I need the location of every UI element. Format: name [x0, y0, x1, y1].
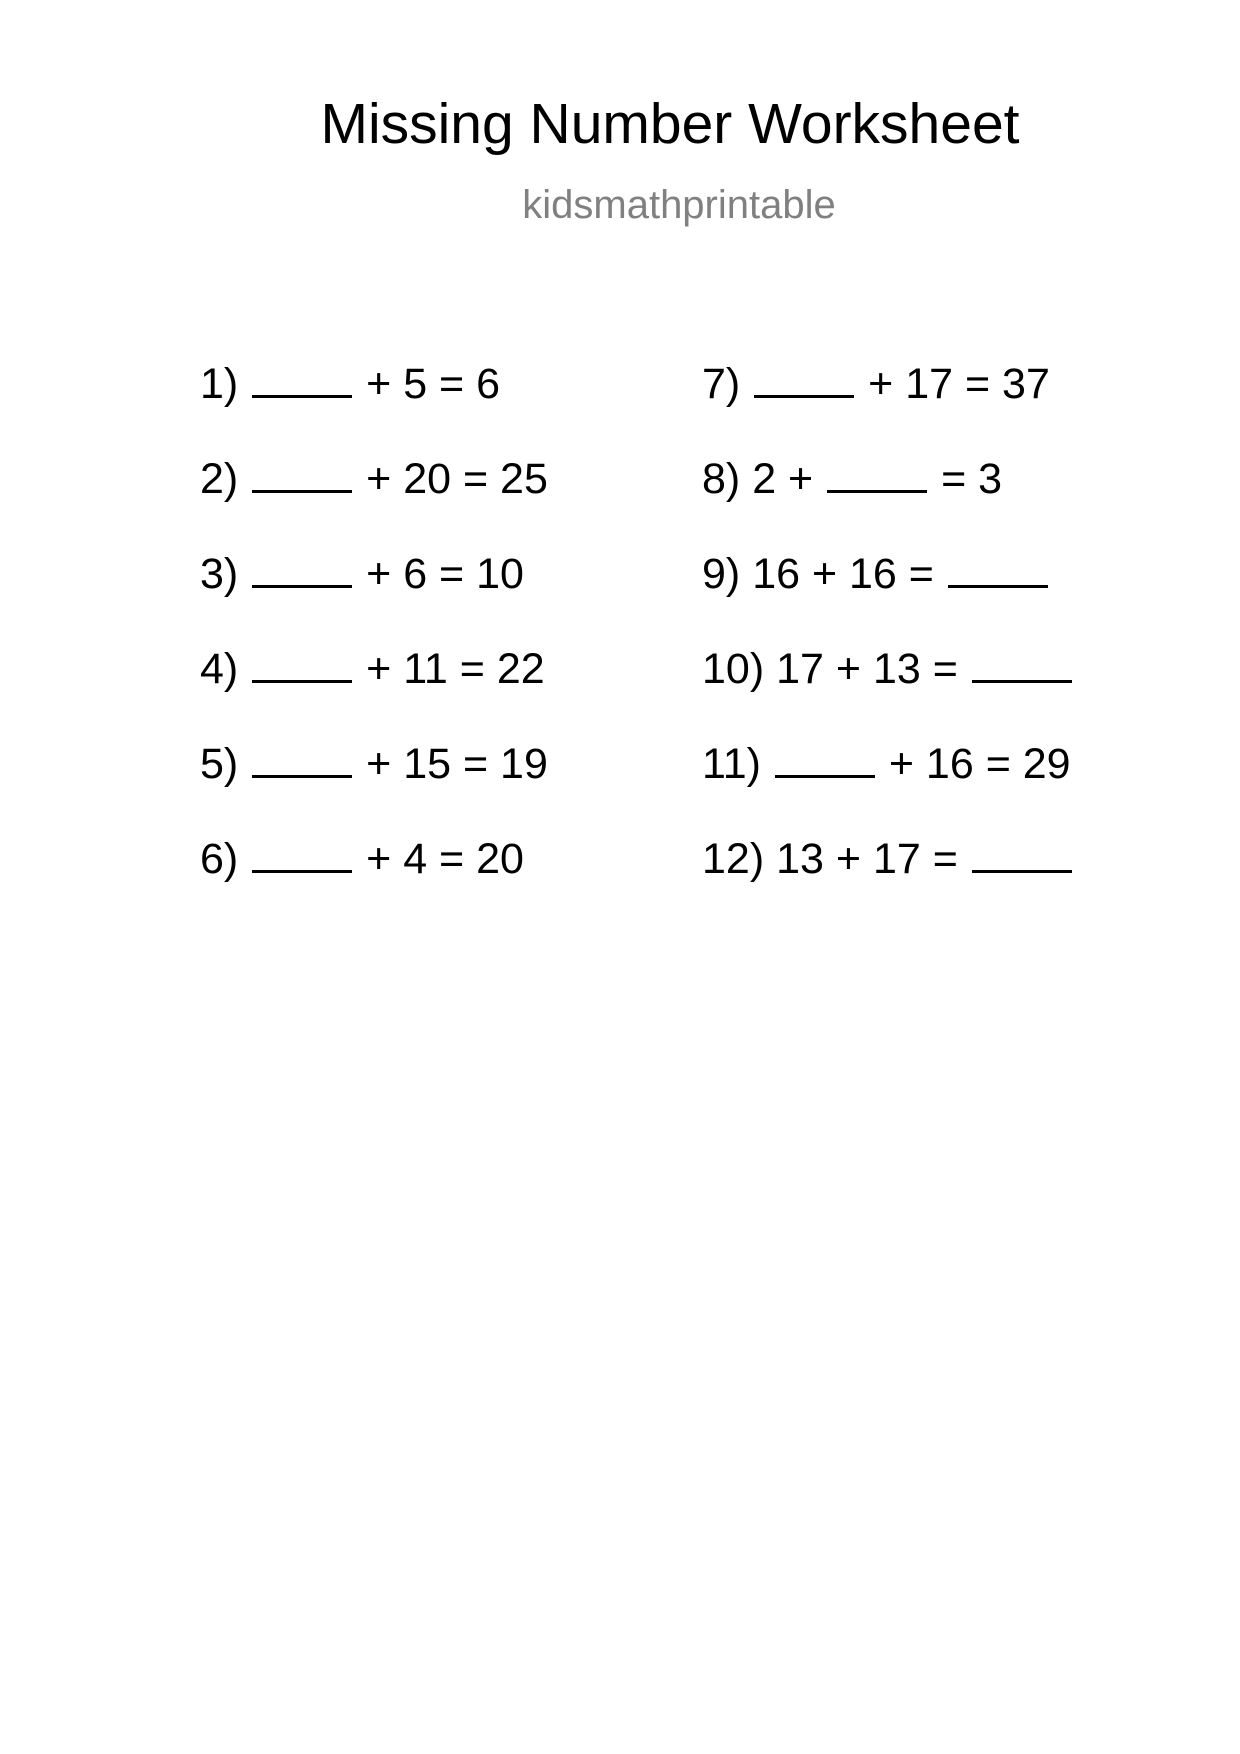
problem-5 — [200, 735, 548, 786]
problem-expression: 16 + 16 = — [752, 550, 934, 598]
problem-number: 7) — [702, 360, 741, 408]
problem-number: 1) — [200, 360, 239, 408]
answer-blank[interactable] — [252, 830, 352, 873]
problem-7 — [702, 355, 1050, 406]
problem-expression: + 20 = 25 — [366, 455, 548, 503]
problem-number: 2) — [200, 455, 239, 503]
problem-3 — [200, 545, 524, 596]
problem-number: 5) — [200, 740, 239, 788]
problem-11 — [702, 735, 1071, 786]
problem-expression: + 5 = 6 — [366, 360, 501, 408]
problem-8 — [702, 450, 1002, 501]
page-subtitle: kidsmathprintable — [522, 183, 836, 227]
problem-12 — [702, 830, 1074, 881]
answer-blank[interactable] — [252, 355, 352, 398]
problem-9 — [702, 545, 1050, 596]
problem-number: 3) — [200, 550, 239, 598]
answer-blank[interactable] — [827, 450, 927, 493]
problem-expression: + 16 = 29 — [888, 740, 1071, 788]
problem-expression-before: 2 + — [752, 455, 814, 503]
answer-blank[interactable] — [252, 640, 352, 683]
problem-expression: + 6 = 10 — [366, 550, 524, 598]
problem-1 — [200, 355, 500, 406]
problem-expression: + 15 = 19 — [366, 740, 548, 788]
problem-6 — [200, 830, 524, 881]
answer-blank[interactable] — [948, 545, 1048, 588]
page-title: Missing Number Worksheet — [320, 92, 1020, 156]
problem-2 — [200, 450, 548, 501]
problem-number: 9) — [702, 550, 741, 598]
answer-blank[interactable] — [754, 355, 854, 398]
answer-blank[interactable] — [252, 450, 352, 493]
problem-number: 8) — [702, 455, 741, 503]
problem-expression: 17 + 13 = — [776, 645, 958, 693]
answer-blank[interactable] — [252, 735, 352, 778]
problem-number: 12) — [702, 835, 765, 883]
problem-expression-after: = 3 — [941, 455, 1003, 503]
problem-number: 10) — [702, 645, 765, 693]
problem-number: 6) — [200, 835, 239, 883]
problem-number: 4) — [200, 645, 239, 693]
problem-expression: 13 + 17 = — [776, 835, 958, 883]
problem-10 — [702, 640, 1074, 691]
answer-blank[interactable] — [252, 545, 352, 588]
problem-expression: + 17 = 37 — [868, 360, 1050, 408]
problem-number: 11) — [702, 740, 761, 788]
problem-expression: + 4 = 20 — [366, 835, 524, 883]
answer-blank[interactable] — [775, 735, 875, 778]
answer-blank[interactable] — [972, 640, 1072, 683]
answer-blank[interactable] — [972, 830, 1072, 873]
problem-expression: + 11 = 22 — [366, 645, 545, 693]
problem-4 — [200, 640, 545, 691]
